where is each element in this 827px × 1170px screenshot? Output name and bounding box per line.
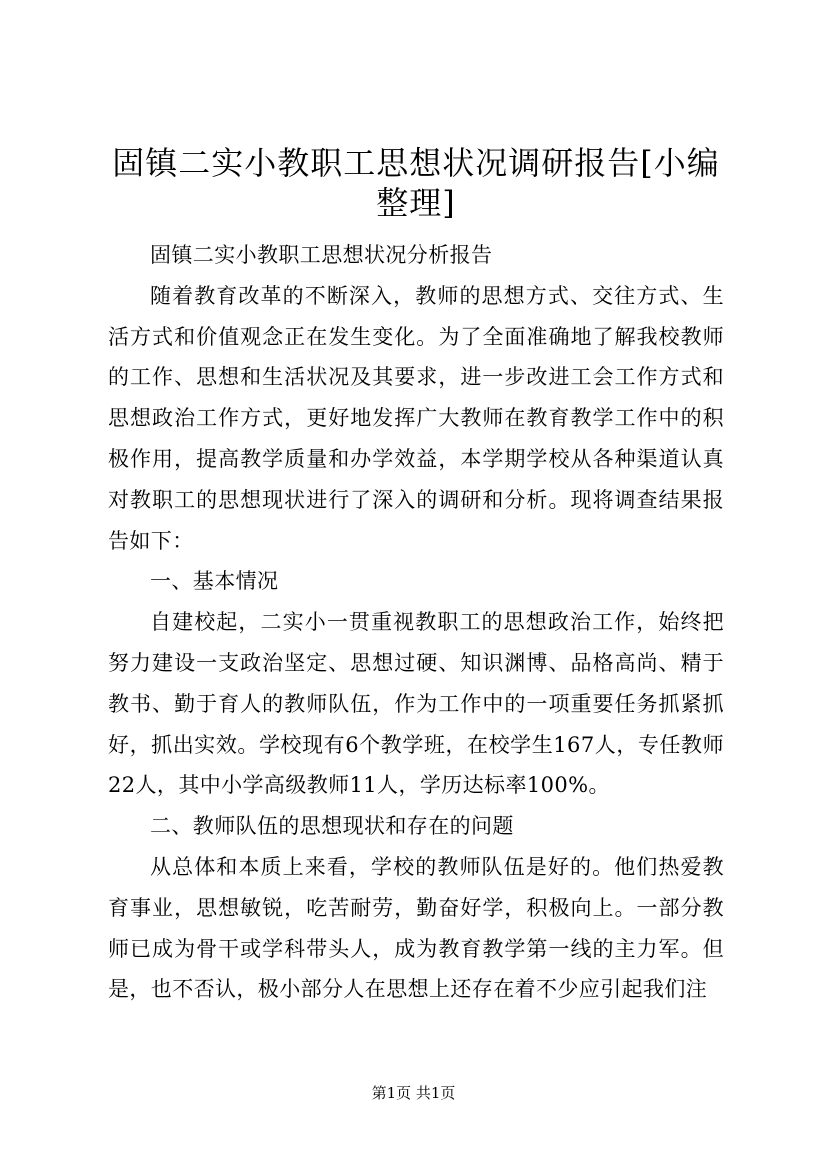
section-heading-basic-situation: 一、基本情况 <box>150 569 279 594</box>
section-heading-teacher-problems: 二、教师队伍的思想现状和存在的问题 <box>150 814 514 839</box>
document-title: 固镇二实小教职工思想状况调研报告[小编整理] <box>112 144 720 222</box>
introduction-paragraph: 随着教育改革的不断深入，教师的思想方式、交往方式、生活方式和价值观念正在发生变化。为了全面准确地了解我校教师的工作、思想和生活状况及其要求，进一步改进工会工作方式和思想政治工作方式，更好地发挥广大教师在教育教学工作中的积极作用，提高教学质量和办学效益，本学期学校从各种渠道认真对教职工的思想现状进行了深入的调研和分析。现将调查结果报告如下： <box>108 283 724 553</box>
report-subtitle-paragraph: 固镇二实小教职工思想状况分析报告 <box>150 243 493 267</box>
basic-situation-paragraph: 自建校起，二实小一贯重视教职工的思想政治工作，始终把努力建设一支政治坚定、思想过硬、知识渊博、品格高尚、精于教书、勤于育人的教师队伍，作为工作中的一项重要任务抓紧抓好，抓出实效。学校现有6个教学班，在校学生167人，专任教师22人，其中小学高级教师11人，学历达标率100%。 <box>108 610 724 798</box>
teacher-situation-paragraph: 从总体和本质上来看，学校的教师队伍是好的。他们热爱教育事业，思想敏锐，吃苦耐劳，勤奋好学，积极向上。一部分教师已成为骨干或学科带头人，成为教育教学第一线的主力军。但是，也不否认，极小部分人在思想上还存在着不少应引起我们注 <box>108 854 724 1002</box>
page-number-footer: 第1页 共1页 <box>371 1084 456 1102</box>
document-body <box>108 235 724 1010</box>
